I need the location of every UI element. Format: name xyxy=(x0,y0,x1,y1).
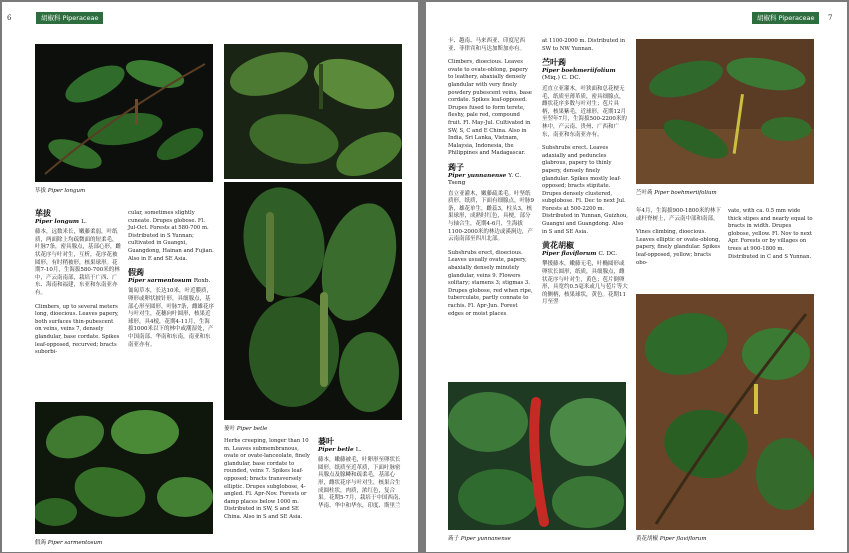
description-en: Subshrubs erect. Leaves adaxially and peduncles glabrous, papery to thinly papery, densely finely glandular. Spikes mostly leaf-opposed; bracts stipitate. Drupes densely clustered, subglobose. Fl. Dec to next Jul. Forests at 500-2200 m. Distributed in Yunnan, Guizhou, Guangxi and Guangdong. Also in S and SE Asia. xyxy=(542,145,628,235)
page-number: 7 xyxy=(828,14,833,22)
photo-piper-yunnanense xyxy=(448,382,626,530)
description-en: vate, with ca. 0.5 mm wide thick stipes and nearly equal to bracts in width. Drupes globose, yellow. Fl. Nov to next Apr. Forests or by villages on trees at 900-1800 m. Distributed in C and S Yunnan. xyxy=(728,208,813,260)
caption-piper-yunnanense: 蒟子 Piper yunnanense xyxy=(448,536,511,542)
description-zh: 匍匐草本，长达10米，叶近膜质，卵形或卵状披针形，具细腺点，基部心形至圆形，叶脉7条，雌雄花序与叶对生，花穗向叶圆形，核果近球形，具4棱，花期4-11月，生海拔1000米以下的林中或潮湿处，产中国南部、华南和东南，南亚和东南亚亦有。 xyxy=(128,288,215,348)
photo-piper-betle-upper xyxy=(224,44,402,179)
left-page xyxy=(2,2,418,552)
text-column-3 xyxy=(636,208,722,273)
right-page xyxy=(426,2,847,552)
species-title-zh: 蒟子 xyxy=(448,161,464,172)
text-column-1 xyxy=(448,38,534,324)
species-title-zh: 蒌叶 xyxy=(318,436,334,446)
photo-piper-sarmentosum xyxy=(35,402,213,534)
description-zh: 攀援藤本，嫩藤无毛，叶椭圆形或卵状长圆形，纸质，具细腺点，雌状花序与叶对生，黄色；苞片倒卵形，具宽约0.5毫米或几与苞片等大的侧柄，核果球状，黄色。花期11月至翌 xyxy=(542,261,628,306)
description-en: Herbs creeping, longer than 10 m. Leaves submembranous, ovate or ovate-lanceolate, finely glandular, base cordate to rounded, veins 7. Spikes leaf-opposed; bracts transversely elliptic. Drupes subglobose, 4-angled. Fl. Apr-Nov. Forests or damp places below 1000 m. Distributed in SW, S and SE China. Also in S and SE Asia. xyxy=(224,438,310,520)
species-title-zh: 荜拔 xyxy=(35,208,51,218)
species-title-lat: Piper betle L. xyxy=(318,446,362,453)
text-column-2 xyxy=(542,38,628,313)
species-title-lat: Piper sarmentosum Roxb. xyxy=(128,277,211,284)
text-column-3 xyxy=(224,438,310,528)
species-title-lat: Piper boehmeriifolium (Miq.) C. DC. xyxy=(542,67,616,82)
caption-piper-betle: 蒌叶 Piper betle xyxy=(224,426,268,432)
description-en: Climbers, up to several meters long, dioecious. Leaves papery, both surfaces thin-pubescent on veins, veins 7, densely glandular, base cordate. Spikes leaf-opposed, recurved; bracts suborbi- xyxy=(35,303,120,356)
description-zh: 年4月，生海拔900-1800米的林下或杆脊树上，产云南中部和南部。 xyxy=(636,208,721,222)
photo-piper-longum xyxy=(35,44,213,182)
caption-piper-sarmentosum: 假蒟 Piper sarmentosum xyxy=(35,540,103,546)
description-zh: 近直立亚灌木，叶狭面和总花梗无毛，纸质至薄革质，密具细腺点，雌状花序多数与叶对生；苞片具柄，核果紫毛，近球形，花期12月至翌年7月，生海拔500-2200米的林中，产云南、贵州、广西和广东，南亚和东南亚亦有。 xyxy=(542,85,627,138)
photo-piper-boehmeriifolium xyxy=(636,39,814,184)
species-title-lat: Piper flaviflorum C. DC. xyxy=(542,250,618,257)
description-en: cular, sometimes slightly cuneate. Drupes globose. Fl. Jul-Oct. Forests at 580-700 m. Distributed in S Yunnan; cultivated in Guangxi, Guangdong, Hainan and Fujian. Also in E and SE Asia. xyxy=(128,210,214,262)
description-zh: 藤本，嫩藤被毛，叶卵形至卵状长圆形，纸质至近革质，下面叶脉密具腺点及腺鳞和疏柔毛，基部心形，雌状花序与叶对生，核果合生成圆柱状，肉质，浓红色，复合果。花期5-7月，栽培于中国西南、华南、华中和华东，印度、斯里兰 xyxy=(318,457,404,509)
description-en: Vines climbing, dioecious. Leaves elliptic or ovate-oblong, papery, finely glandular. Spikes leaf-opposed, yellow; bracts obo- xyxy=(636,229,721,266)
description-en: Subshrubs erect, dioecious. Leaves usually ovate, papery, abaxially densely minutely glandular, veins 9. Flowers solitary; stamens 3; stigmas 3. Drupes globose, red when ripe, tuberculate, partly connate to rachis. Fl. Apr-Jun. Forest edges or moist places xyxy=(448,249,533,317)
text-column-4 xyxy=(728,208,814,267)
photo-piper-flaviflorum xyxy=(636,294,814,530)
species-title-zh: 苎叶蒟 xyxy=(542,57,566,68)
text-column-4 xyxy=(318,438,404,516)
photo-piper-betle-lower xyxy=(224,182,402,420)
caption-piper-flaviflorum: 黄花胡椒 Piper flaviflorum xyxy=(636,536,707,542)
text-column-1 xyxy=(35,210,121,363)
caption-piper-longum: 荜拔 Piper longum xyxy=(35,188,86,194)
family-header: 胡椒科 Piperaceae xyxy=(752,12,819,24)
species-title-zh: 假蒟 xyxy=(128,267,144,278)
text-column-2 xyxy=(128,210,214,355)
family-header: 胡椒科 Piperaceae xyxy=(36,12,103,24)
description-zh: 直立亚灌木，嫩藤疏柔毛。叶坚纸质形，纸质，下面有细腺点，叶脉9条，雄花单生，雌蕊3，柱头3，核果球形，成熟时红色，具梗，部分与轴合生，花期4-6月，生海拔1100-2000米的林边或溪涧边，产云南南部至四川北部。 xyxy=(448,190,535,243)
species-title-lat: Piper yunnanense Y. C. Tseng xyxy=(448,172,522,187)
species-title-lat: Piper longum L. xyxy=(35,218,87,225)
page-number: 6 xyxy=(7,14,12,22)
species-title-zh: 黄花胡椒 xyxy=(542,240,574,251)
description-en: Climbers, dioecious. Leaves ovate to ovate-oblong, papery to leathery, abaxially densely glandular with very finely powdery pubescent veins, base cordate. Spikes leaf-opposed. Drupes fused to form terete, fleshy, pale red, compound fruit. Fl. May-Jul. Cultivated in SW, S, C and E China. Also in India, Sri Lanka, Vietnam, Malaysia, Indonesia, the Philippines and Madagascar. xyxy=(448,59,532,157)
description-zh: 藤本，远数米长，嫩藤柔弱，叶纸质，两面除上均疏微面的短柔毛，叶脉7条，密具腺点，基部心形，雌状花序与叶对生，互析，花序花被圆形，有时稍被形，核果球形。花期7-10月，生海拔580-700米的林中，产云南南部，栽培于广西、广东、海南和福建，东亚和东南亚亦有。 xyxy=(35,229,122,296)
description-zh: 卡、越南、马来西亚、印度尼西亚、菲律宾和马达加斯加亦有。 xyxy=(448,38,526,52)
caption-piper-boehmeriifolium: 苎叶蒟 Piper boehmeriifolium xyxy=(636,190,717,196)
description-en: at 1100-2000 m. Distributed in SW to NW Yunnan. xyxy=(542,38,626,52)
